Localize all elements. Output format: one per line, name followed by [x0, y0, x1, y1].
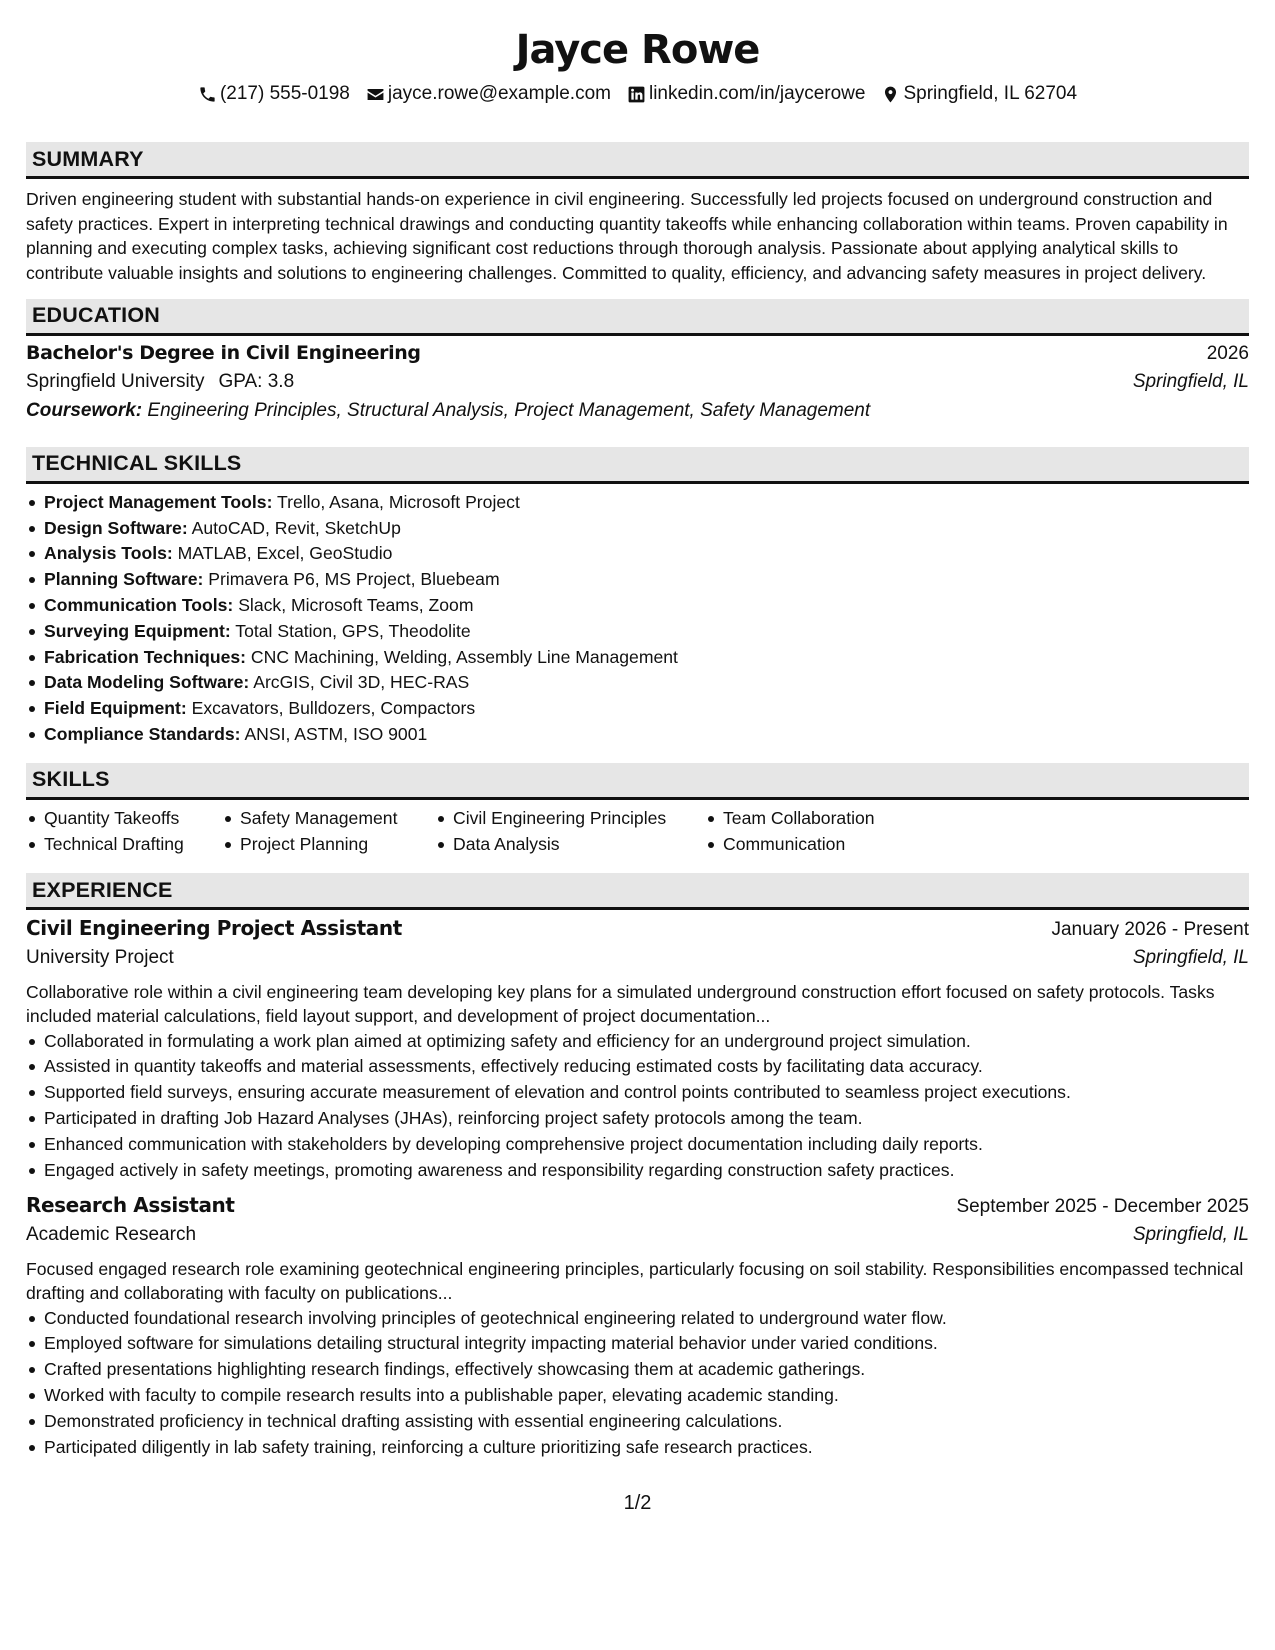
technical-skills-heading	[26, 447, 1249, 484]
job-title: Civil Engineering Project Assistant	[26, 916, 402, 941]
contact-location	[881, 83, 1077, 105]
list-item: Engaged actively in safety meetings, promoting awareness and responsibility regarding construction safety practices.	[44, 1158, 1249, 1184]
school-line	[26, 371, 294, 393]
list-item: Communication	[723, 832, 945, 858]
email-text: jayce.rowe@example.com	[387, 83, 611, 104]
experience-entry	[26, 916, 1249, 1183]
list-item: Crafted presentations highlighting research findings, effectively showcasing them at academic gatherings.	[44, 1357, 1249, 1383]
list-item: Technical Drafting	[44, 832, 222, 858]
skill-label: Project Management Tools:	[44, 491, 273, 512]
linkedin-icon	[627, 85, 646, 104]
phone-text: (217) 555-0198	[219, 83, 350, 104]
envelope-icon	[366, 85, 385, 104]
job-location: Springfield, IL	[1132, 947, 1249, 969]
job-bullets	[26, 1306, 1249, 1461]
candidate-name: Jayce Rowe	[515, 27, 760, 73]
coursework-list: Engineering Principles, Structural Analysis, Project Management, Safety Management	[147, 399, 871, 421]
skill-value: Total Station, GPS, Theodolite	[235, 620, 471, 641]
page-number: 1/2	[623, 1492, 652, 1514]
skill-label: Compliance Standards:	[44, 723, 241, 744]
coursework-label: Coursework:	[26, 399, 143, 421]
list-item: Civil Engineering Principles	[453, 806, 705, 832]
technical-skills-heading-text: TECHNICAL SKILLS	[32, 451, 242, 476]
resume-page	[26, 0, 1249, 1650]
linkedin-text: linkedin.com/in/jaycerowe	[648, 83, 866, 104]
skill-label: Design Software:	[44, 517, 188, 538]
skills-column	[705, 806, 945, 858]
skill-label: Field Equipment:	[44, 698, 187, 719]
job-organization: University Project	[26, 947, 174, 969]
list-item	[44, 696, 1249, 722]
coursework-line	[26, 400, 1249, 429]
summary-text: Driven engineering student with substantial hands-on experience in civil engineering. Successfully led projects focused on underground construction and safety practices. Expert in interpreting technical drawings and conducting quantity takeoffs while enhancing collaboration within teams. Proven capability in planning and executing complex tasks, achieving significant cost reductions through thorough analysis. Passionate about applying analytical skills to contribute valuable insights and solutions to engineering challenges. Committed to quality, efficiency, and advancing safety measures in project delivery.	[26, 189, 1228, 284]
skill-value: CNC Machining, Welding, Assembly Line Management	[250, 646, 678, 667]
skill-label: Analysis Tools:	[44, 543, 173, 564]
skill-value: MATLAB, Excel, GeoStudio	[177, 543, 393, 564]
list-item: Assisted in quantity takeoffs and material assessments, effectively reducing estimated costs by facilitating data accuracy.	[44, 1054, 1249, 1080]
skills-column	[222, 806, 435, 858]
degree-title: Bachelor's Degree in Civil Engineering	[26, 341, 421, 364]
skills-heading	[26, 763, 1249, 800]
gpa: GPA: 3.8	[218, 370, 295, 392]
contact-bar	[26, 80, 1249, 108]
skill-label: Data Modeling Software:	[44, 672, 250, 693]
list-item: Participated in drafting Job Hazard Analyses (JHAs), reinforcing project safety protocols among the team.	[44, 1106, 1249, 1132]
education-heading	[26, 299, 1249, 336]
skill-label: Planning Software:	[44, 569, 204, 590]
list-item: Team Collaboration	[723, 806, 945, 832]
skill-label: Fabrication Techniques:	[44, 646, 247, 667]
skills-grid	[26, 806, 1249, 858]
list-item: Safety Management	[240, 806, 435, 832]
list-item: Worked with faculty to compile research results into a publishable paper, elevating academic standing.	[44, 1383, 1249, 1409]
skill-label: Communication Tools:	[44, 595, 234, 615]
summary-heading-text: SUMMARY	[32, 146, 144, 171]
contact-phone[interactable]	[198, 83, 350, 105]
job-organization: Academic Research	[26, 1224, 197, 1246]
skill-value: Slack, Microsoft Teams, Zoom	[238, 595, 474, 615]
skill-value: ArcGIS, Civil 3D, HEC-RAS	[253, 672, 470, 693]
skills-column	[26, 806, 222, 858]
job-description: Focused engaged research role examining geotechnical engineering principles, particularly focusing on soil stability. Responsibilities encompassed technical drafting and collaborating with faculty on publications...	[26, 1259, 1244, 1303]
location-text: Springfield, IL 62704	[903, 83, 1078, 104]
list-item	[44, 593, 1249, 619]
list-item: Participated diligently in lab safety training, reinforcing a culture prioritizing safe research practices.	[44, 1435, 1249, 1461]
list-item: Project Planning	[240, 832, 435, 858]
job-dates: January 2026 - Present	[1051, 919, 1249, 941]
list-item	[44, 645, 1249, 671]
list-item: Conducted foundational research involving principles of geotechnical engineering related to underground water flow.	[44, 1306, 1249, 1332]
list-item: Collaborated in formulating a work plan aimed at optimizing safety and efficiency for an underground project simulation.	[44, 1029, 1249, 1055]
education-heading-text: EDUCATION	[32, 303, 161, 328]
list-item: Employed software for simulations detailing structural integrity impacting material behavior under varied conditions.	[44, 1331, 1249, 1357]
list-item	[44, 619, 1249, 645]
list-item	[44, 567, 1249, 593]
phone-icon	[198, 85, 217, 104]
skill-value: Primavera P6, MS Project, Bluebeam	[208, 569, 500, 590]
education-entry	[26, 342, 1249, 429]
job-title: Research Assistant	[26, 1193, 235, 1218]
location-pin-icon	[881, 85, 900, 104]
experience-heading	[26, 873, 1249, 910]
skills-column	[435, 806, 705, 858]
list-item: Enhanced communication with stakeholders by developing comprehensive project documentation including daily reports.	[44, 1132, 1249, 1158]
technical-skills-list	[26, 490, 1249, 748]
job-dates: September 2025 - December 2025	[956, 1196, 1249, 1218]
experience-entry	[26, 1193, 1249, 1460]
skill-value: Trello, Asana, Microsoft Project	[277, 491, 520, 512]
job-description: Collaborative role within a civil engineering team developing key plans for a simulated underground construction effort focused on safety protocols. Tasks included material calculations, field layout support, and development of project documentation...	[26, 982, 1215, 1026]
list-item: Quantity Takeoffs	[44, 806, 222, 832]
skill-value: Excavators, Bulldozers, Compactors	[191, 698, 476, 719]
contact-linkedin[interactable]	[627, 83, 866, 105]
list-item: Supported field surveys, ensuring accurate measurement of elevation and control points contributed to seamless project executions.	[44, 1080, 1249, 1106]
school-name: Springfield University	[26, 370, 205, 392]
job-location: Springfield, IL	[1132, 1224, 1249, 1246]
summary-heading	[26, 142, 1249, 179]
list-item	[44, 541, 1249, 567]
job-bullets	[26, 1029, 1249, 1184]
school-location: Springfield, IL	[1132, 370, 1249, 392]
list-item	[44, 516, 1249, 542]
skill-label: Surveying Equipment:	[44, 620, 231, 641]
list-item	[44, 490, 1249, 516]
list-item: Demonstrated proficiency in technical drafting assisting with essential engineering calculations.	[44, 1409, 1249, 1435]
skill-value: ANSI, ASTM, ISO 9001	[244, 723, 428, 744]
skills-heading-text: SKILLS	[32, 767, 110, 792]
graduation-year: 2026	[1206, 342, 1249, 364]
experience-heading-text: EXPERIENCE	[32, 877, 173, 902]
list-item	[44, 670, 1249, 696]
skill-value: AutoCAD, Revit, SketchUp	[191, 517, 401, 538]
list-item: Data Analysis	[453, 832, 705, 858]
contact-email[interactable]	[366, 83, 611, 105]
list-item	[44, 722, 1249, 748]
